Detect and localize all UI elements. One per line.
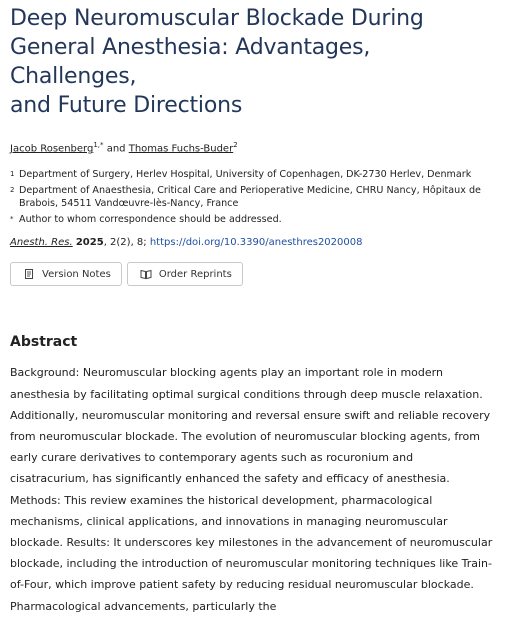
book-icon [140, 268, 152, 280]
article-title [10, 4, 495, 120]
title-line: Deep Neuromuscular Blockade During [10, 6, 424, 31]
action-buttons [10, 262, 495, 286]
author-sup: 1,* [93, 141, 104, 149]
affiliation-mark: 2 [10, 186, 15, 195]
version-notes-label: Version Notes [42, 268, 111, 280]
affiliation-text-cont: Brabois, 54511 Vandœuvre-lès-Nancy, France [19, 198, 239, 210]
affiliation-mark: 1 [10, 170, 15, 179]
doi-link[interactable]: https://doi.org/10.3390/anesthres2020008 [149, 237, 363, 249]
version-notes-button[interactable] [10, 262, 122, 286]
order-reprints-button[interactable] [127, 262, 243, 286]
abstract-heading: Abstract [10, 334, 78, 351]
citation-year: 2025 [75, 237, 104, 249]
journal-link[interactable]: Anesth. Res. [10, 237, 73, 249]
affiliation-text: Author to whom correspondence should be addressed. [19, 214, 282, 226]
affiliation-text: Department of Anaesthesia, Critical Care and Perioperative Medicine, CHRU Nancy, Hôpitaux de [19, 185, 481, 197]
affiliation-star [10, 213, 495, 226]
author-list [10, 138, 495, 156]
author-sup: 2 [233, 141, 238, 149]
author-link-fuchs-buder[interactable]: Thomas Fuchs-Buder [128, 143, 234, 155]
affiliation-text: Department of Surgery, Herlev Hospital, University of Copenhagen, DK-2730 Herlev, Denmark [19, 169, 472, 181]
affiliation-2 [10, 184, 495, 210]
document-icon [23, 268, 35, 280]
order-reprints-label: Order Reprints [158, 268, 232, 280]
title-line: General Anesthesia: Advantages, Challenges, [10, 35, 371, 89]
author-conjunction: and [106, 143, 126, 155]
citation-volume: , 2(2), 8; [103, 237, 150, 249]
abstract-text: Background: Neuromuscular blocking agents play an important role in modern anesthesia by facilitating optimal surgical conditions through deep muscle relaxation. Additionally, neuromuscular monitoring and reversal ensure swift and reliable recovery from neuromuscular blockade. The evolution of neuromuscular blocking agents, from early curare derivatives to contemporary agents such as rocuronium and cisatracurium, has significantly enhanced the safety and efficacy of anesthesia. Methods: This review examines the historical development, pharmacological mechanisms, clinical applications, and innovations in managing neuromuscular blockade. Results: It underscores key milestones in the advancement of neuromuscular blockade, including the introduction of neuromuscular monitoring techniques like Train-of-Four, which improve patient safety by reducing residual neuromuscular blockade. Pharmacological advancements, particularly the [10, 366, 493, 613]
title-line: and Future Directions [10, 93, 243, 118]
affiliation-1 [10, 168, 495, 181]
affiliation-mark: * [10, 215, 14, 224]
author-link-rosenberg[interactable]: Jacob Rosenberg [10, 143, 94, 155]
citation [10, 236, 495, 250]
